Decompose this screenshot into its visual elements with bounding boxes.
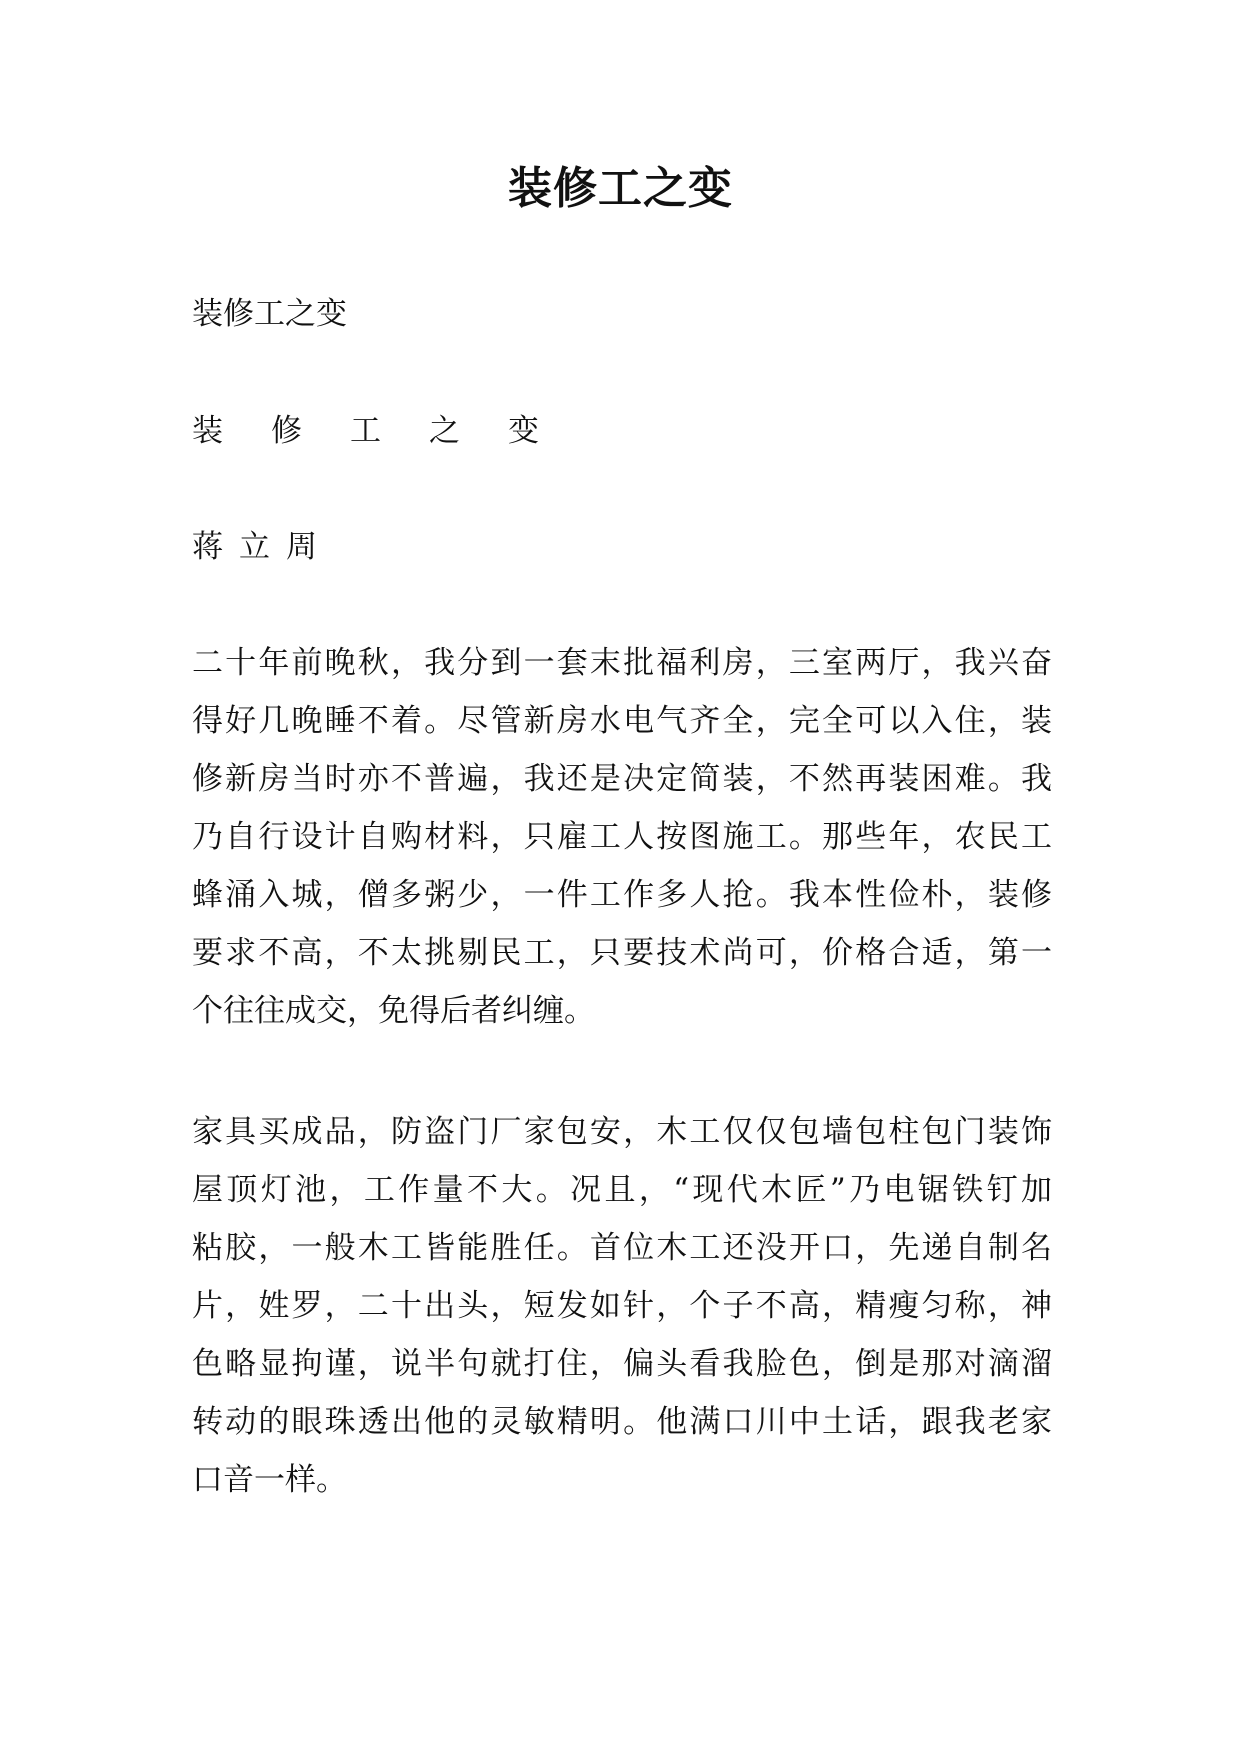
paragraph-line: 转动的眼珠透出他的灵敏精明。他满口川中土话，跟我老家: [192, 1404, 1052, 1440]
author-name: 蒋立周: [192, 529, 333, 565]
paragraph-line: 乃自行设计自购材料，只雇工人按图施工。那些年，农民工: [192, 819, 1052, 855]
paragraph-line: 色略显拘谨，说半句就打住，偏头看我脸色，倒是那对滴溜: [192, 1346, 1052, 1382]
paragraph-line: 要求不高，不太挑剔民工，只要技术尚可，价格合适，第一: [192, 935, 1052, 971]
page-title: 装修工之变: [508, 163, 733, 214]
paragraph-line: 二十年前晚秋，我分到一套末批福利房，三室两厅，我兴奋: [192, 645, 1052, 681]
paragraph-1: [192, 634, 1052, 1040]
paragraph-line: 粘胶，一般木工皆能胜任。首位木工还没开口，先递自制名: [192, 1230, 1052, 1266]
subtitle-plain: 装修工之变: [192, 296, 347, 332]
paragraph-line: 蜂涌入城，僧多粥少，一件工作多人抢。我本性俭朴，装修: [192, 877, 1052, 913]
paragraph-line: 片，姓罗，二十出头，短发如针，个子不高，精瘦匀称，神: [192, 1288, 1052, 1324]
paragraph-line: 个往往成交，免得后者纠缠。: [192, 993, 595, 1029]
paragraph-line: 家具买成品，防盗门厂家包安，木工仅仅包墙包柱包门装饰: [192, 1114, 1052, 1150]
paragraph-line: 口音一样。: [192, 1462, 347, 1498]
subtitle-spaced: 装修工之变: [192, 413, 587, 449]
paragraph-2: [192, 1103, 1052, 1509]
paragraph-line: 屋顶灯池，工作量不大。况且，“现代木匠”乃电锯铁钉加: [192, 1172, 1052, 1208]
paragraph-line: 得好几晚睡不着。尽管新房水电气齐全，完全可以入住，装: [192, 703, 1052, 739]
paragraph-line: 修新房当时亦不普遍，我还是决定简装，不然再装困难。我: [192, 761, 1052, 797]
